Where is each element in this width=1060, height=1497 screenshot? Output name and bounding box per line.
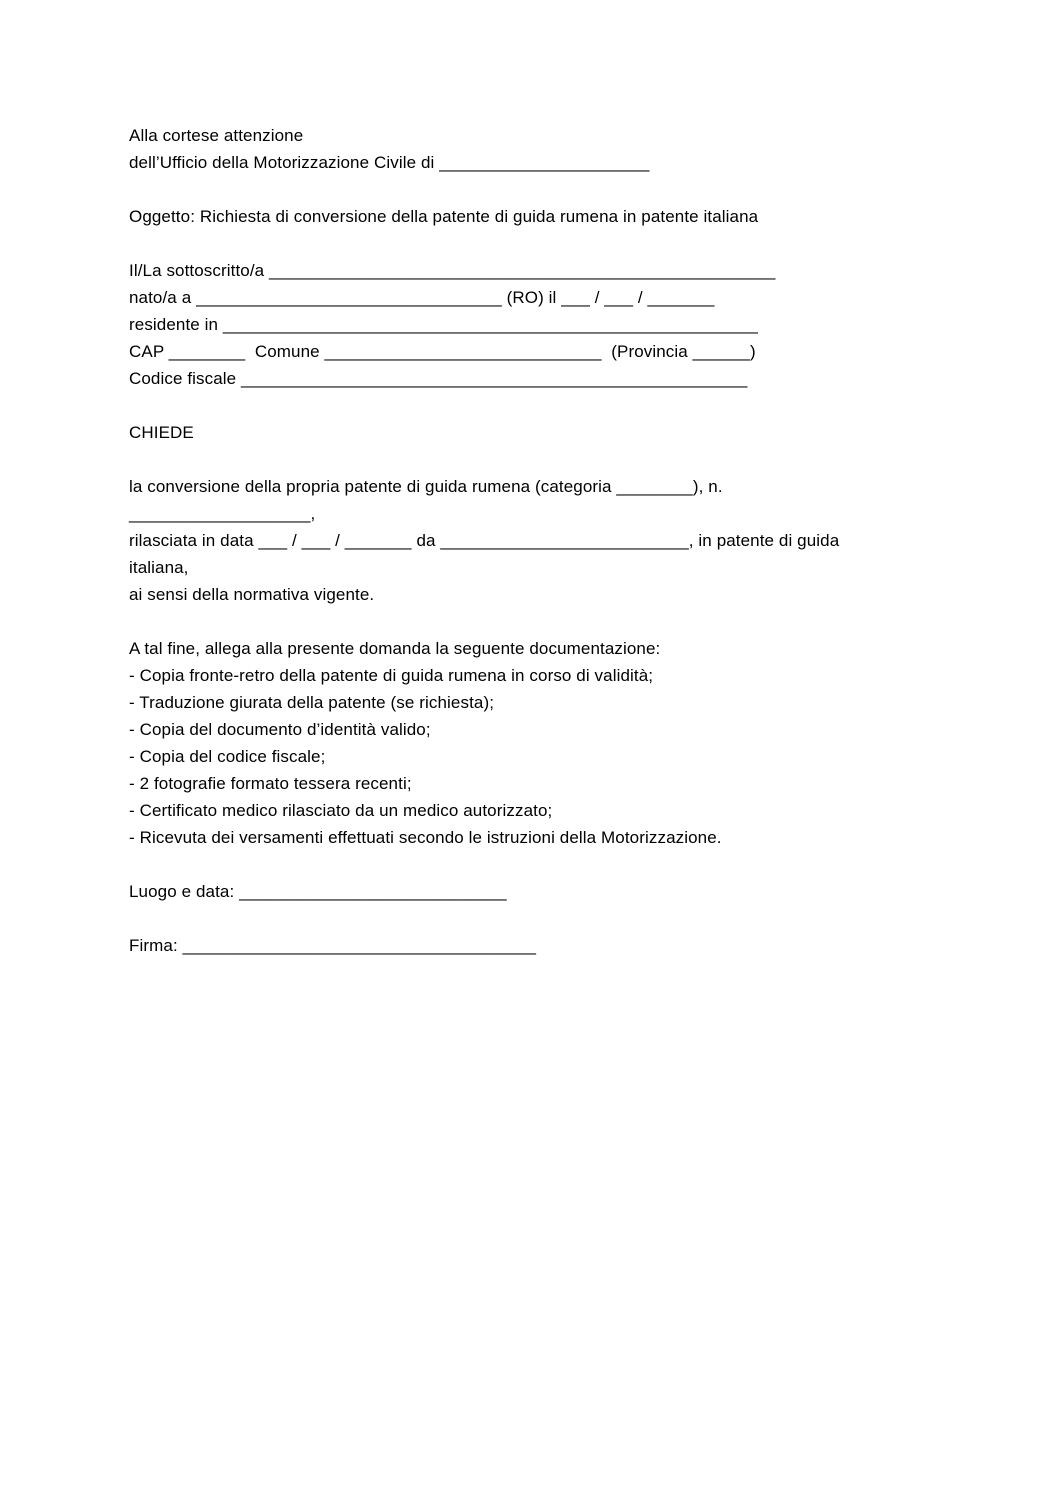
request-line-italiana: italiana, bbox=[129, 558, 189, 577]
recipient-block bbox=[129, 122, 945, 176]
request-line-issue-date: rilasciata in data ___ / ___ / _______ da __________________________, in patente di guida bbox=[129, 531, 840, 550]
request-line-category: la conversione della propria patente di guida rumena (categoria ________), n. bbox=[129, 477, 723, 496]
applicant-block bbox=[129, 257, 945, 392]
subject-line: Oggetto: Richiesta di conversione della patente di guida rumena in patente italiana bbox=[129, 207, 759, 226]
recipient-line-attention: Alla cortese attenzione bbox=[129, 126, 304, 145]
attachments-intro: A tal fine, allega alla presente domanda la seguente documentazione: bbox=[129, 639, 661, 658]
signature-line: Firma: _____________________________________ bbox=[129, 936, 537, 955]
applicant-name-line: Il/La sottoscritto/a _____________________________________________________ bbox=[129, 261, 776, 280]
attachments-block bbox=[129, 635, 945, 851]
attachment-item-translation: - Traduzione giurata della patente (se richiesta); bbox=[129, 693, 495, 712]
request-line-number-blank: ___________________, bbox=[129, 504, 316, 523]
place-date-line: Luogo e data: ____________________________ bbox=[129, 882, 507, 901]
applicant-residence-line: residente in ________________________________________________________ bbox=[129, 315, 758, 334]
request-line-normativa: ai sensi della normativa vigente. bbox=[129, 585, 375, 604]
request-heading: CHIEDE bbox=[129, 423, 194, 442]
applicant-birth-line: nato/a a ________________________________ (RO) il ___ / ___ / _______ bbox=[129, 288, 715, 307]
attachment-item-payment-receipt: - Ricevuta dei versamenti effettuati secondo le istruzioni della Motorizzazione. bbox=[129, 828, 722, 847]
attachment-item-photos: - 2 fotografie formato tessera recenti; bbox=[129, 774, 412, 793]
recipient-line-office: dell’Ufficio della Motorizzazione Civile di ______________________ bbox=[129, 153, 650, 172]
attachment-item-identity-doc: - Copia del documento d’identità valido; bbox=[129, 720, 431, 739]
applicant-fiscal-code-line: Codice fiscale _____________________________________________________ bbox=[129, 369, 748, 388]
attachment-item-fiscal-code-copy: - Copia del codice fiscale; bbox=[129, 747, 326, 766]
attachment-item-medical-certificate: - Certificato medico rilasciato da un medico autorizzato; bbox=[129, 801, 553, 820]
request-block bbox=[129, 473, 945, 608]
applicant-cap-comune-line: CAP ________ Comune _____________________________ (Provincia ______) bbox=[129, 342, 756, 361]
attachment-item-license-copy: - Copia fronte-retro della patente di guida rumena in corso di validità; bbox=[129, 666, 654, 685]
